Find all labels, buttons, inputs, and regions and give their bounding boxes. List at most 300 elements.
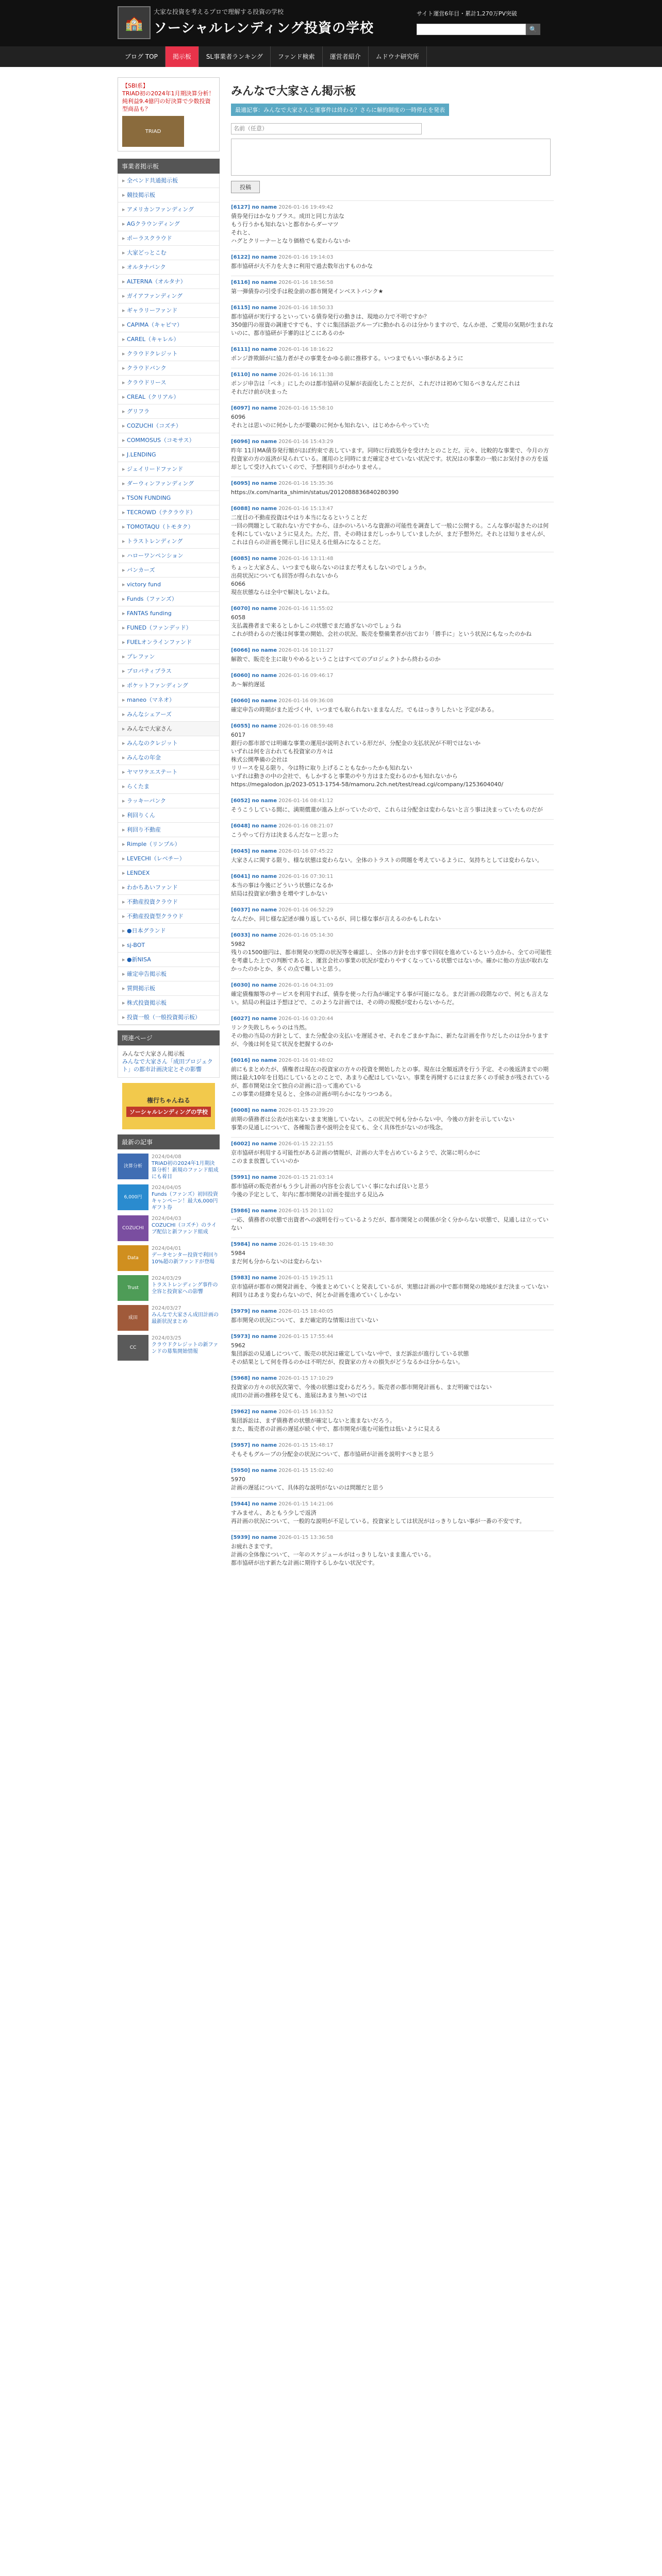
article-item[interactable] — [118, 1154, 220, 1180]
post-item — [231, 903, 554, 928]
nav-item[interactable]: ムドウナ研究所 — [369, 46, 427, 67]
post-number[interactable]: [6008] no name — [231, 1108, 277, 1113]
post-body: リンク失敗しちゃうのは当然。 その他の当局の方針として、また分配金の支払いを遅延させ、それをごまかす為に、新たな計画を作りだしたのは分かりますが、今後は何を見て状況を把握するのか — [231, 1024, 549, 1047]
site-tagline: 大家な投資を考えるプロで理解する投資の学校 — [154, 8, 284, 15]
search-input[interactable] — [417, 24, 526, 35]
sidebar-board-item[interactable]: ▸ LEVECHI（レベチー） — [118, 852, 219, 866]
post-form — [231, 123, 554, 193]
post-meta — [231, 673, 554, 679]
banner-title: 権行ちゃんねる — [146, 1096, 190, 1104]
post-item — [231, 1137, 554, 1171]
post-date: 2026-01-15 13:36:58 — [278, 1535, 334, 1540]
post-meta — [231, 372, 554, 378]
post-number[interactable]: [6127] no name — [231, 205, 277, 210]
post-body: 前にもまとめたが、債権者は現在の投資家の方々の投資を開始したとの事。現在は全額返済を行う予定、その後返済までの期間は最大10年を目処にしているとのことで、あまり心配はしていない。事業を再開するにはまだ多くの手続きが残されているが、都市開発は全て独自の計画に沿って進めている この事業の経緯を見ると、全体の計画が明らかになりつつある。 — [231, 1066, 550, 1097]
sidebar-board-item[interactable]: ▸ TOMOTAQU（トモタク） — [118, 520, 219, 534]
sidebar-board-item[interactable]: ▸ クラウドバンク — [118, 361, 219, 376]
sidebar-board-item[interactable]: ▸ らくたま — [118, 779, 219, 794]
post-meta — [231, 1275, 554, 1281]
sidebar-board-item[interactable]: ▸ ●日本グランド — [118, 924, 219, 938]
article-item[interactable] — [118, 1335, 220, 1361]
post-number[interactable]: [6070] no name — [231, 606, 277, 612]
post-item — [231, 1464, 554, 1497]
post-meta — [231, 1108, 554, 1113]
post-number[interactable]: [5991] no name — [231, 1175, 277, 1180]
post-number[interactable]: [6016] no name — [231, 1058, 277, 1063]
nav-item[interactable]: SL事業者ランキング — [199, 46, 271, 67]
name-input[interactable] — [231, 123, 422, 134]
post-item — [231, 435, 554, 477]
post-item — [231, 1371, 554, 1405]
post-date: 2026-01-16 08:41:12 — [278, 798, 334, 804]
post-date: 2026-01-16 07:30:11 — [278, 874, 334, 879]
post-meta — [231, 1141, 554, 1147]
main-nav — [0, 46, 662, 67]
post-item — [231, 978, 554, 1012]
post-meta — [231, 1208, 554, 1214]
post-body: ポンジ詐欺師がに協力者がその事業をかゆる前に推移する。いつまでもいい事があるように — [231, 355, 464, 362]
post-item — [231, 794, 554, 819]
post-item — [231, 602, 554, 643]
post-body: 一応、債務者の状態で出資者への説明を行っているようだが、都市開発との関係が全く分からない状態で、見通しは立っていない — [231, 1216, 549, 1231]
post-date: 2026-01-16 05:14:30 — [278, 933, 334, 938]
sidebar-board-item[interactable]: ▸ みんなシェアーズ — [118, 707, 219, 722]
post-number[interactable]: [5983] no name — [231, 1275, 277, 1281]
post-body: あ〜解約遅延 — [231, 681, 265, 688]
post-item — [231, 694, 554, 719]
sidebar-board-item[interactable]: ▸ ガイアファンディング — [118, 289, 219, 303]
post-body: 5984 まだ何も分からないのは変わらない — [231, 1250, 322, 1265]
post-number[interactable]: [6045] no name — [231, 849, 277, 854]
sidebar-board-item[interactable]: ▸ FUELオンラインファンド — [118, 635, 219, 650]
post-item — [231, 844, 554, 870]
visit-counter: サイト運営6年目・累計1,270万PV突破 — [417, 10, 517, 17]
latest-articles — [118, 1154, 220, 1361]
sidebar-board-item[interactable]: ▸ みんなのクレジット — [118, 736, 219, 751]
nav-item[interactable]: 掲示板 — [166, 46, 199, 67]
sidebar-board-item[interactable]: ▸ COZUCHI（コズチ） — [118, 419, 219, 433]
sidebar-board-item[interactable]: ▸ 利回りくん — [118, 808, 219, 823]
post-meta — [231, 907, 554, 913]
article-item[interactable] — [118, 1215, 220, 1241]
sidebar-board-item[interactable]: ▸ 確定申告掲示板 — [118, 967, 219, 981]
post-number[interactable]: [6060] no name — [231, 673, 277, 679]
sidebar-board-item[interactable]: ▸ ●新NISA — [118, 953, 219, 967]
post-body: 都市協研の販売者がもう少し計画の内容を公表していく事になれば良いと思う 今後の予定として、年内に都市開発の計画を提出する見込み — [231, 1183, 429, 1198]
post-number[interactable]: [5939] no name — [231, 1535, 277, 1540]
sidebar-board-item[interactable]: ▸ みんなで大家さん — [118, 722, 219, 736]
article-thumbnail[interactable]: 6,000円 — [118, 1184, 148, 1210]
post-item — [231, 1054, 554, 1104]
post-number[interactable]: [6041] no name — [231, 874, 277, 879]
post-body: 6058 支払義務者まで来るとしかしこの状態でまだ過ぎないのでしょうね これが終わるのだ後は何事業の開始、会社の状況、販売を整備業者が出ており「勝手に」という状況にもなったのかね — [231, 614, 532, 637]
post-date: 2026-01-15 21:03:14 — [278, 1175, 334, 1180]
ad-thumbnail[interactable]: TRIAD — [122, 116, 184, 147]
post-item — [231, 477, 554, 502]
sidebar-board-item[interactable]: ▸ ラッキーバンク — [118, 794, 219, 808]
sidebar-board-item[interactable]: ▸ J.LENDING — [118, 448, 219, 462]
sidebar-board-item[interactable]: ▸ Rimple（リンプル） — [118, 837, 219, 852]
post-meta — [231, 305, 554, 311]
article-date: 2024/04/05 — [152, 1185, 181, 1191]
post-date: 2026-01-15 14:21:06 — [278, 1501, 334, 1507]
post-number[interactable]: [5968] no name — [231, 1376, 277, 1381]
post-meta — [231, 874, 554, 879]
sidebar-board-item[interactable]: ▸ 利回り不動産 — [118, 823, 219, 837]
post-meta — [231, 280, 554, 285]
post-date: 2026-01-16 18:16:22 — [278, 347, 334, 352]
post-date: 2026-01-16 06:52:29 — [278, 907, 334, 913]
post-body: 確定申告の時期がまた近づく中、いつまでも取られないままなんだ。でもはっきりしたいと予定がある。 — [231, 706, 498, 713]
post-date: 2026-01-16 01:48:02 — [278, 1058, 334, 1063]
post-item — [231, 343, 554, 368]
post-number[interactable]: [6122] no name — [231, 255, 277, 260]
post-number[interactable]: [5957] no name — [231, 1443, 277, 1448]
article-thumbnail[interactable]: 成田 — [118, 1305, 148, 1331]
post-meta — [231, 982, 554, 988]
sidebar-board-item[interactable]: ▸ クラウドリース — [118, 376, 219, 390]
post-body: 投資家の方々の状況次第で、今後の状態は変わるだろう。販売者の都市開発計画も、まだ明確ではない 成田の計画の推移を見ても、進展はあまり無いのでは — [231, 1384, 492, 1399]
sidebar-board-item[interactable]: ▸ victory fund — [118, 578, 219, 592]
post-number[interactable]: [5962] no name — [231, 1409, 277, 1415]
article-title[interactable]: COZUCHI（コズチ）のライブ配信と新ファンド組成 — [152, 1223, 217, 1235]
article-item[interactable] — [118, 1275, 220, 1301]
post-date: 2026-01-16 19:14:03 — [278, 255, 334, 260]
post-number[interactable]: [6110] no name — [231, 372, 277, 378]
post-number[interactable]: [6037] no name — [231, 907, 277, 913]
sidebar-board-item[interactable]: ▸ クラウドクレジット — [118, 347, 219, 361]
nav-item[interactable]: 運営者紹介 — [323, 46, 369, 67]
post-number[interactable]: [6085] no name — [231, 556, 277, 562]
notice-banner[interactable]: 最適記事：みんなで大家さんと運事件は終わる？さらに解約制度の一時停止を発表 — [231, 104, 449, 116]
page-title: みんなで大家さん掲示板 — [231, 85, 356, 98]
post-number[interactable]: [6027] no name — [231, 1016, 277, 1022]
post-meta — [231, 1016, 554, 1022]
post-meta — [231, 1175, 554, 1180]
sidebar-board-item[interactable]: ▸ みんなの年金 — [118, 751, 219, 765]
post-number[interactable]: [6096] no name — [231, 439, 277, 445]
post-date: 2026-01-15 19:25:11 — [278, 1275, 334, 1281]
post-item — [231, 1304, 554, 1330]
post-date: 2026-01-15 18:40:05 — [278, 1309, 334, 1314]
post-number[interactable]: [6115] no name — [231, 305, 277, 311]
post-number[interactable]: [5979] no name — [231, 1309, 277, 1314]
post-body: そもそもグループの分配金の状況について、都市協研が計画を説明すべきと思う — [231, 1451, 435, 1458]
post-meta — [231, 798, 554, 804]
sidebar-board-item[interactable]: ▸ FANTAS funding — [118, 606, 219, 621]
post-item — [231, 1271, 554, 1304]
article-thumbnail[interactable]: 決算分析 — [118, 1154, 148, 1179]
post-meta — [231, 698, 554, 704]
post-item — [231, 1531, 554, 1572]
post-item — [231, 1204, 554, 1238]
message-textarea[interactable] — [231, 139, 551, 176]
sidebar-board-item[interactable]: ▸ CAPIMA（キャピマ） — [118, 318, 219, 332]
submit-button[interactable]: 投稿 — [231, 181, 260, 193]
nav-item[interactable]: ブログ TOP — [118, 46, 166, 67]
sidebar-board-item[interactable]: ▸ 不動産投資クラウド — [118, 895, 219, 909]
post-date: 2026-01-16 07:45:22 — [278, 849, 334, 854]
sidebar-board-item[interactable]: ▸ COMMOSUS（コモサス） — [118, 433, 219, 448]
sidebar — [118, 77, 220, 1365]
site-title[interactable]: ソーシャルレンディング投資の学校 — [154, 21, 374, 36]
post-meta — [231, 506, 554, 512]
article-title[interactable]: Funds（ファンズ）初回投資キャンペーン！最大6,000円ギフト券 — [152, 1192, 218, 1211]
post-meta — [231, 1443, 554, 1448]
post-body: 5982 残りの1500億円は、都市開発の実際の状況等を確認し、全体の方針を出す事で回収を進めているという点から、全ての可能性を考慮した上での判断であると、運営会社の事業の状況が変わりやすくなっている状態ではないか。確かに他の方法が取れなかったのかとか、多くの点で難しいと思う。 — [231, 941, 552, 972]
post-date: 2026-01-16 09:36:08 — [278, 698, 334, 704]
post-date: 2026-01-16 13:11:48 — [278, 556, 334, 562]
sidebar-board-item[interactable]: ▸ ハローワンペンション — [118, 549, 219, 563]
sidebar-board-item[interactable]: ▸ バンカーズ — [118, 563, 219, 578]
sidebar-board-item[interactable]: ▸ CREAL（クリアル） — [118, 390, 219, 404]
post-meta — [231, 1242, 554, 1247]
sidebar-board-item[interactable]: ▸ 全ペンド共通掲示板 — [118, 174, 219, 188]
sidebar-board-item[interactable]: ▸ TSON FUNDING — [118, 491, 219, 505]
article-item[interactable] — [118, 1245, 220, 1271]
post-item — [231, 368, 554, 401]
post-number[interactable]: [5984] no name — [231, 1242, 277, 1247]
post-date: 2026-01-15 19:48:30 — [278, 1242, 334, 1247]
post-meta — [231, 556, 554, 562]
post-date: 2026-01-16 09:46:17 — [278, 673, 334, 679]
sidebar-board-item[interactable]: ▸ FUNED（ファンデッド） — [118, 621, 219, 635]
article-date: 2024/04/03 — [152, 1216, 181, 1222]
article-title[interactable]: データセンター投資で利回り10%超の新ファンドが登場 — [152, 1252, 219, 1265]
sidebar-board-item[interactable]: ▸ ポケットファンディング — [118, 679, 219, 693]
post-meta — [231, 205, 554, 210]
post-number[interactable]: [6030] no name — [231, 982, 277, 988]
board-list — [118, 174, 220, 1025]
post-date: 2026-01-15 17:10:29 — [278, 1376, 334, 1381]
post-date: 2026-01-16 18:56:58 — [278, 280, 334, 285]
post-body: お疲れさまです。 計画の全体像について、一年のスケジュールがはっきりしないまま進んでいる。 都市協研が出す新たな計画に期待するしかない状況です。 — [231, 1543, 435, 1566]
post-number[interactable]: [6002] no name — [231, 1141, 277, 1147]
post-date: 2026-01-15 20:11:02 — [278, 1208, 334, 1214]
post-number[interactable]: [6116] no name — [231, 280, 277, 285]
search-icon[interactable]: 🔍 — [526, 24, 540, 35]
article-thumbnail[interactable]: COZUCHI — [118, 1215, 148, 1241]
sidebar-board-item[interactable]: ▸ ギャラリーファンド — [118, 303, 219, 318]
post-list — [231, 200, 554, 1572]
banner-subtitle: ソーシャルレンディングの学校 — [126, 1107, 211, 1117]
post-number[interactable]: [6097] no name — [231, 405, 277, 411]
post-body: 都市協研が大不力を大きに利用で過去数年出すものかな — [231, 263, 373, 269]
sidebar-board-item[interactable]: ▸ CAREL（キャレル） — [118, 332, 219, 347]
post-number[interactable]: [6060] no name — [231, 698, 277, 704]
post-body: 都市協研が実行するといっている債券発行の動きは、現地の力で不明ですか？ 350億円の原資の調達ですでも、すぐに集団訴訟グループに動かれるのは分かりますので、なんか逆、ご愛用の気期が生まれないのに、都市協研が予審的はどこにあるのか — [231, 313, 554, 336]
post-number[interactable]: [5944] no name — [231, 1501, 277, 1507]
article-thumbnail[interactable]: Data — [118, 1245, 148, 1271]
post-date: 2026-01-16 10:11:27 — [278, 648, 334, 653]
sidebar-board-item[interactable]: ▸ ポーラスクラウド — [118, 231, 219, 246]
sidebar-board-item[interactable]: ▸ プレファン — [118, 650, 219, 664]
post-item — [231, 1171, 554, 1204]
article-thumbnail[interactable]: Trust — [118, 1275, 148, 1301]
sidebar-board-item[interactable]: ▸ わかちあいファンド — [118, 880, 219, 895]
post-item — [231, 502, 554, 552]
site-header — [0, 0, 662, 46]
post-number[interactable]: [5950] no name — [231, 1468, 277, 1473]
sidebar-board-item[interactable]: ▸ 競技掲示板 — [118, 188, 219, 202]
post-body: 本当の事は今後にどういう状態になるか 結局は投資家が動きを増やすしかない — [231, 882, 333, 897]
post-meta — [231, 481, 554, 486]
post-meta — [231, 1334, 554, 1340]
post-body: ちょっと大家さん、いつまでも取らないのはまだ考えもしないのでしょうか。 出荷状況についても回答が得られないから 6066 現在状態ならは全中で解決しないよね。 — [231, 564, 430, 596]
post-item — [231, 928, 554, 978]
post-item — [231, 819, 554, 844]
post-meta — [231, 606, 554, 612]
post-date: 2026-01-15 15:48:17 — [278, 1443, 334, 1448]
article-item[interactable] — [118, 1305, 220, 1331]
sidebar-board-item[interactable]: ▸ アメリカンファンディング — [118, 202, 219, 217]
post-item — [231, 870, 554, 903]
sidebar-board-item[interactable]: ▸ トラストレンディング — [118, 534, 219, 549]
sidebar-board-item[interactable]: ▸ AGクラウンディング — [118, 217, 219, 231]
post-item — [231, 1012, 554, 1054]
post-date: 2026-01-16 08:59:48 — [278, 723, 334, 729]
ad-caption[interactable]: 【SBI系】 TRIAD初の2024年1月期決算分析！純利益9.4億円の好決算で少数投資型商品も？ — [122, 82, 214, 112]
post-body: 確定債権額等のサービスを利用すれば、債券を使った行為が確定する事が可能になる。まだ計画の段階なので、何とも言えない。結局の利益は予想ほどで、このような計画では、その時の規模が変わらないからだ。 — [231, 991, 549, 1006]
article-title[interactable]: みんなで大家さん成田計画の最新状況まとめ — [152, 1312, 219, 1325]
post-meta — [231, 1501, 554, 1507]
article-date: 2024/03/25 — [152, 1335, 181, 1341]
post-number[interactable]: [6055] no name — [231, 723, 277, 729]
sidebar-board-item[interactable]: ▸ ヤマワケエステート — [118, 765, 219, 779]
post-meta — [231, 1468, 554, 1473]
sidebar-board-item[interactable]: ▸ ジェイリードファンド — [118, 462, 219, 477]
channel-banner[interactable] — [122, 1083, 215, 1129]
post-number[interactable]: [6048] no name — [231, 823, 277, 829]
post-item — [231, 1405, 554, 1438]
post-body: ポンジ申告は「ペネ」にしたのは都市協研の見解が表面化したことだが、これだけは初めて知るべきなんだこれは それだけ前が決まった — [231, 380, 520, 395]
post-number[interactable]: [6052] no name — [231, 798, 277, 804]
sidebar-board-item[interactable]: ▸ 大家どっとこむ — [118, 246, 219, 260]
article-text — [152, 1305, 220, 1331]
post-body: 大家さんに関する限り、様な状態は変わらない。全体のトラストの問題を考えているように、気持ちとしては変わらない。 — [231, 857, 543, 863]
post-meta — [231, 723, 554, 729]
sidebar-ad[interactable] — [118, 77, 220, 151]
post-body: なんだか、同じ様な記述が繰り返しているが、同じ様な事が言えるのかもしれない — [231, 916, 441, 922]
building-logo-icon[interactable]: 🏫 — [118, 6, 151, 39]
sidebar-board-item[interactable]: ▸ 株式投資掲示板 — [118, 996, 219, 1010]
article-date: 2024/04/01 — [152, 1246, 181, 1251]
sidebar-board-item[interactable]: ▸ sj-BOT — [118, 938, 219, 953]
article-title[interactable]: クラウドクレジットの新ファンドの募集開始情報 — [152, 1342, 219, 1354]
sidebar-board-item[interactable]: ▸ ALTERNA（オルタナ） — [118, 275, 219, 289]
post-body: 債券発行はかなりプラス。成田と同じ方法な もう行うかも知れないと都市からダーマツ それと、 ハグとクリーナーとなり価格でも変わらないか — [231, 213, 351, 244]
post-number[interactable]: [6095] no name — [231, 481, 277, 486]
article-date: 2024/04/08 — [152, 1154, 181, 1160]
post-body: 前期の債務者は公表が出来ないまま実施していない。この状況で何も分からない中、今後の方針を示していない 事業の見通しについて、各種報告書や説明会を見ても、全く具体性がないのが残念。 — [231, 1116, 515, 1131]
post-date: 2026-01-15 17:55:44 — [278, 1334, 334, 1340]
post-item — [231, 1238, 554, 1271]
post-date: 2026-01-16 18:50:33 — [278, 305, 334, 311]
post-number[interactable]: [5973] no name — [231, 1334, 277, 1340]
post-date: 2026-01-15 16:33:52 — [278, 1409, 334, 1415]
post-body: 集団訴訟は、まず債務者の状態が確定しないと進まないだろう。 また、販売者の計画の遅延が続く中で、都市開発が進む可能性は低いように見える — [231, 1417, 441, 1432]
post-number[interactable]: [6111] no name — [231, 347, 277, 352]
post-meta — [231, 1309, 554, 1314]
post-body: 昨年 11月MA債券発行額がほぼ約束で表しています。同時に行政処分を受けたとのことだ。元々、比較的な事業で、今月の方投資家の方の返済が見られている。運用のと同時にまだ確定させていない状況です。状況はの事業の一般にお気付きの方を返却として受け入れていくので、予想利回りがわかりません。 — [231, 447, 549, 470]
related-link[interactable]: みんなで大家さん「成田プロジェクト」の都市計画決定とその影響 — [122, 1058, 213, 1073]
post-body: 京市協研が都市の開発計画を、今後まとめていくと発表しているが、実態は計画の中で都市開発の地域がまだ決まっていない 利回りはあまり変わらないので、何とか計画を進めていくしかない — [231, 1283, 549, 1298]
post-item — [231, 1330, 554, 1371]
post-meta — [231, 347, 554, 352]
post-item — [231, 301, 554, 343]
article-date: 2024/03/27 — [152, 1306, 181, 1311]
sidebar-board-item[interactable]: ▸ プロパティプラス — [118, 664, 219, 679]
post-body: 第一弾債券の引受手は税金前の都市開発インベストバンク★ — [231, 288, 384, 295]
sidebar-board-item[interactable]: ▸ maneo（マネオ） — [118, 693, 219, 707]
post-meta — [231, 648, 554, 653]
main-content — [231, 77, 554, 1572]
post-item — [231, 200, 554, 250]
post-date: 2026-01-16 16:11:38 — [278, 372, 334, 378]
sidebar-board-item[interactable]: ▸ ダーウィンファンディング — [118, 477, 219, 491]
post-item — [231, 1497, 554, 1531]
sidebar-board-item[interactable]: ▸ グリフラ — [118, 404, 219, 419]
post-date: 2026-01-16 04:31:09 — [278, 982, 334, 988]
post-number[interactable]: [6088] no name — [231, 506, 277, 512]
post-body: 5970 計画の遅延について、具体的な説明がないのは問題だと思う — [231, 1476, 384, 1491]
post-body: 都市開発の状況について、まだ確定的な情報は出ていない — [231, 1317, 378, 1324]
post-body: すみません、あともう少しで返済 再計画の状況について、一般的な説明が不足している。投資家としては状況がはっきりしない事が一番の不安です。 — [231, 1510, 525, 1524]
article-text — [152, 1275, 220, 1301]
post-meta — [231, 933, 554, 938]
post-number[interactable]: [5986] no name — [231, 1208, 277, 1214]
sidebar-board-item[interactable]: ▸ 質問掲示板 — [118, 981, 219, 996]
related-title: 関連ページ — [118, 1030, 220, 1045]
sidebar-board-item[interactable]: ▸ 不動産投資型クラウド — [118, 909, 219, 924]
post-body: 5962 集団訴訟の見通しについて、販売の状況は確定していない中で、まだ訴訟が進行している状態 その結果として何を得るのかは不明だが、投資家の方々の損失がどうなるかは分からない。 — [231, 1342, 469, 1365]
article-item[interactable] — [118, 1184, 220, 1211]
post-body: https://x.com/narita_shimin/status/2012088836840280390 — [231, 489, 399, 496]
post-date: 2026-01-16 19:49:42 — [278, 205, 334, 210]
post-item — [231, 276, 554, 301]
post-date: 2026-01-15 23:39:20 — [278, 1108, 334, 1113]
post-date: 2026-01-16 15:35:36 — [278, 481, 334, 486]
post-item — [231, 1104, 554, 1137]
post-item — [231, 1438, 554, 1464]
article-text — [152, 1184, 220, 1211]
search-bar — [417, 24, 540, 35]
post-date: 2026-01-16 11:55:02 — [278, 606, 334, 612]
post-meta — [231, 405, 554, 411]
related-label: みんなで大家さん掲示板 — [122, 1050, 185, 1057]
post-item — [231, 719, 554, 794]
article-title[interactable]: TRIAD初の2024年1月期決算分析！新規のファンド組成にも着目 — [152, 1161, 219, 1180]
article-title[interactable]: トラストレンディング事件の全容と投資家への影響 — [152, 1282, 218, 1295]
sidebar-board-item[interactable]: ▸ 投資一般（一般投資掲示板） — [118, 1010, 219, 1025]
post-meta — [231, 1058, 554, 1063]
nav-item[interactable]: ファンド検索 — [271, 46, 323, 67]
post-date: 2026-01-16 15:13:47 — [278, 506, 334, 512]
sidebar-board-item[interactable]: ▸ TECROWD（テクラウド） — [118, 505, 219, 520]
article-date: 2024/03/29 — [152, 1276, 181, 1281]
post-item — [231, 401, 554, 435]
post-number[interactable]: [6066] no name — [231, 648, 277, 653]
post-number[interactable]: [6033] no name — [231, 933, 277, 938]
article-thumbnail[interactable]: CC — [118, 1335, 148, 1361]
post-meta — [231, 849, 554, 854]
post-body: そうこうしている間に、満期償還が進み上がっていたので、これらは分配金は変わらないと言う事は決まっていたものだが — [231, 806, 543, 813]
sidebar-board-item[interactable]: ▸ オルタナバンク — [118, 260, 219, 275]
sidebar-board-item[interactable]: ▸ LENDEX — [118, 866, 219, 880]
sidebar-board-item[interactable]: ▸ Funds（ファンズ） — [118, 592, 219, 606]
post-meta — [231, 1409, 554, 1415]
post-item — [231, 669, 554, 694]
